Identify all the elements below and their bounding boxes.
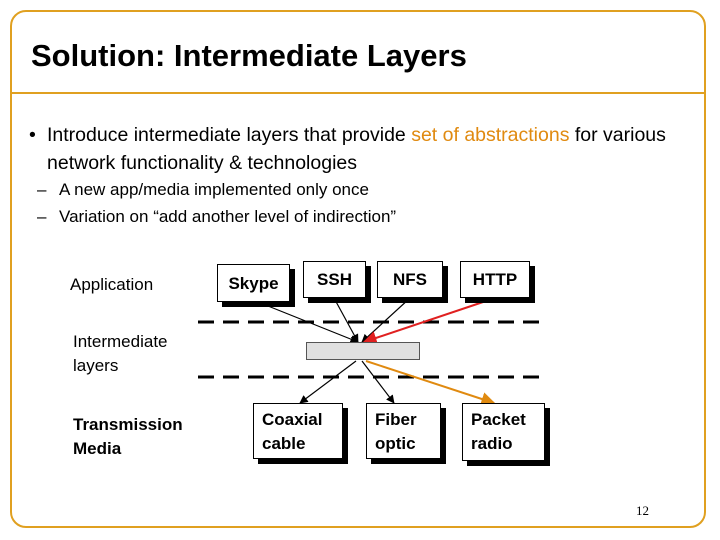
media-label <box>471 408 526 456</box>
slide-title: Solution: Intermediate Layers <box>31 38 467 73</box>
transmission-label-line2: Media <box>73 439 122 458</box>
dash-icon: – <box>37 207 47 226</box>
coaxial-arrow <box>300 361 356 403</box>
app-box-http <box>460 261 530 298</box>
media-box-packet <box>462 403 545 461</box>
app-box-ssh <box>303 261 366 298</box>
ssh-arrow <box>334 298 358 342</box>
media-box-fiber <box>366 403 441 459</box>
media-label-line2: cable <box>262 434 306 453</box>
page-number: 12 <box>636 503 649 518</box>
bullet-text-end: for various network functionality & technologies <box>47 124 666 174</box>
media-label <box>262 408 322 456</box>
app-label: HTTP <box>472 270 518 289</box>
media-label-line1: Fiber <box>375 410 417 429</box>
subbullet-1-text: A new app/media implemented only once <box>59 180 369 199</box>
app-label: NFS <box>393 270 427 289</box>
intermediate-label-line2: layers <box>73 356 119 375</box>
subbullet-2-text: Variation on “add another level of indirection” <box>59 207 397 226</box>
transmission-label-line1: Transmission <box>73 415 183 434</box>
app-box-skype <box>217 264 290 302</box>
app-label: Skype <box>228 274 279 293</box>
application-label: Application <box>70 275 154 294</box>
packet-orange-arrow <box>366 361 494 403</box>
intermediate-layer-box <box>306 342 420 360</box>
media-label-line1: Packet <box>471 410 526 429</box>
media-box-coaxial <box>253 403 343 459</box>
intermediate-label-line1: Intermediate <box>73 332 168 351</box>
media-label-line1: Coaxial <box>262 410 323 429</box>
bullet-text-start: Introduce intermediate layers that provide <box>47 124 412 146</box>
bullet-highlight: set of abstractions <box>411 124 570 146</box>
http-red-arrow <box>364 298 495 342</box>
dash-icon: – <box>37 180 47 199</box>
bullet-dot-icon: • <box>29 124 36 146</box>
fiber-arrow <box>362 361 394 403</box>
app-box-nfs <box>377 261 443 298</box>
media-label-line2: optic <box>375 434 416 453</box>
media-label <box>375 408 417 456</box>
media-label-line2: radio <box>471 434 513 453</box>
app-label: SSH <box>317 270 352 289</box>
